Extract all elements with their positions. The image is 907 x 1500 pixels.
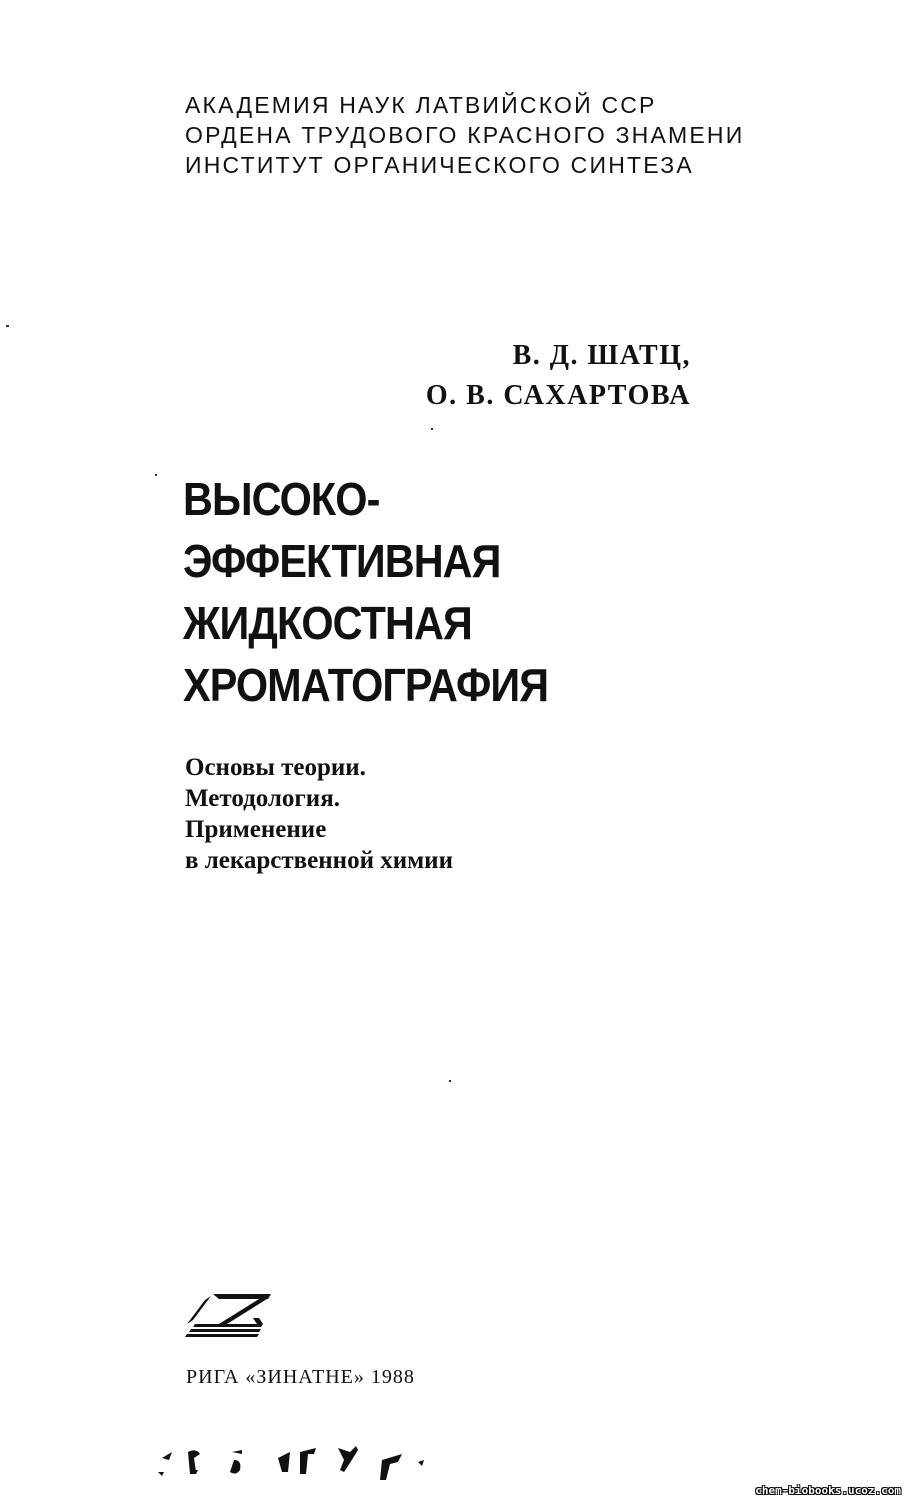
book-subtitle bbox=[185, 752, 453, 876]
institution-line: ОРДЕНА ТРУДОВОГО КРАСНОГО ЗНАМЕНИ bbox=[185, 122, 745, 148]
institution-line: ИНСТИТУТ ОРГАНИЧЕСКОГО СИНТЕЗА bbox=[185, 152, 694, 178]
scan-speck bbox=[431, 428, 433, 430]
scan-speck bbox=[6, 325, 9, 327]
scan-speck bbox=[449, 1080, 451, 1082]
institution-line: АКАДЕМИЯ НАУК ЛАТВИЙСКОЙ ССР bbox=[185, 92, 657, 118]
institution-block bbox=[185, 90, 744, 180]
book-title bbox=[183, 468, 548, 716]
watermark: chem-biobooks.ucoz.com bbox=[755, 1484, 901, 1497]
authors-block bbox=[426, 336, 691, 416]
title-line: ХРОМАТОГРАФИЯ bbox=[183, 659, 549, 711]
title-line: ЭФФЕКТИВНАЯ bbox=[183, 535, 501, 587]
stamp-marks-icon bbox=[150, 1430, 440, 1490]
author-name: В. Д. ШАТЦ, bbox=[512, 340, 691, 371]
zinatne-logo-icon bbox=[183, 1290, 273, 1340]
title-line: ЖИДКОСТНАЯ bbox=[183, 597, 472, 649]
subtitle-line: Применение bbox=[185, 816, 327, 843]
subtitle-line: Методология. bbox=[185, 785, 340, 812]
author-name: О. В. САХАРТОВА bbox=[425, 380, 691, 411]
publisher-imprint: РИГА «ЗИНАТНЕ» 1988 bbox=[186, 1366, 415, 1388]
subtitle-line: в лекарственной химии bbox=[185, 847, 453, 874]
scan-speck bbox=[155, 474, 157, 476]
subtitle-line: Основы теории. bbox=[185, 754, 366, 781]
title-line: ВЫСОКО- bbox=[183, 473, 380, 525]
